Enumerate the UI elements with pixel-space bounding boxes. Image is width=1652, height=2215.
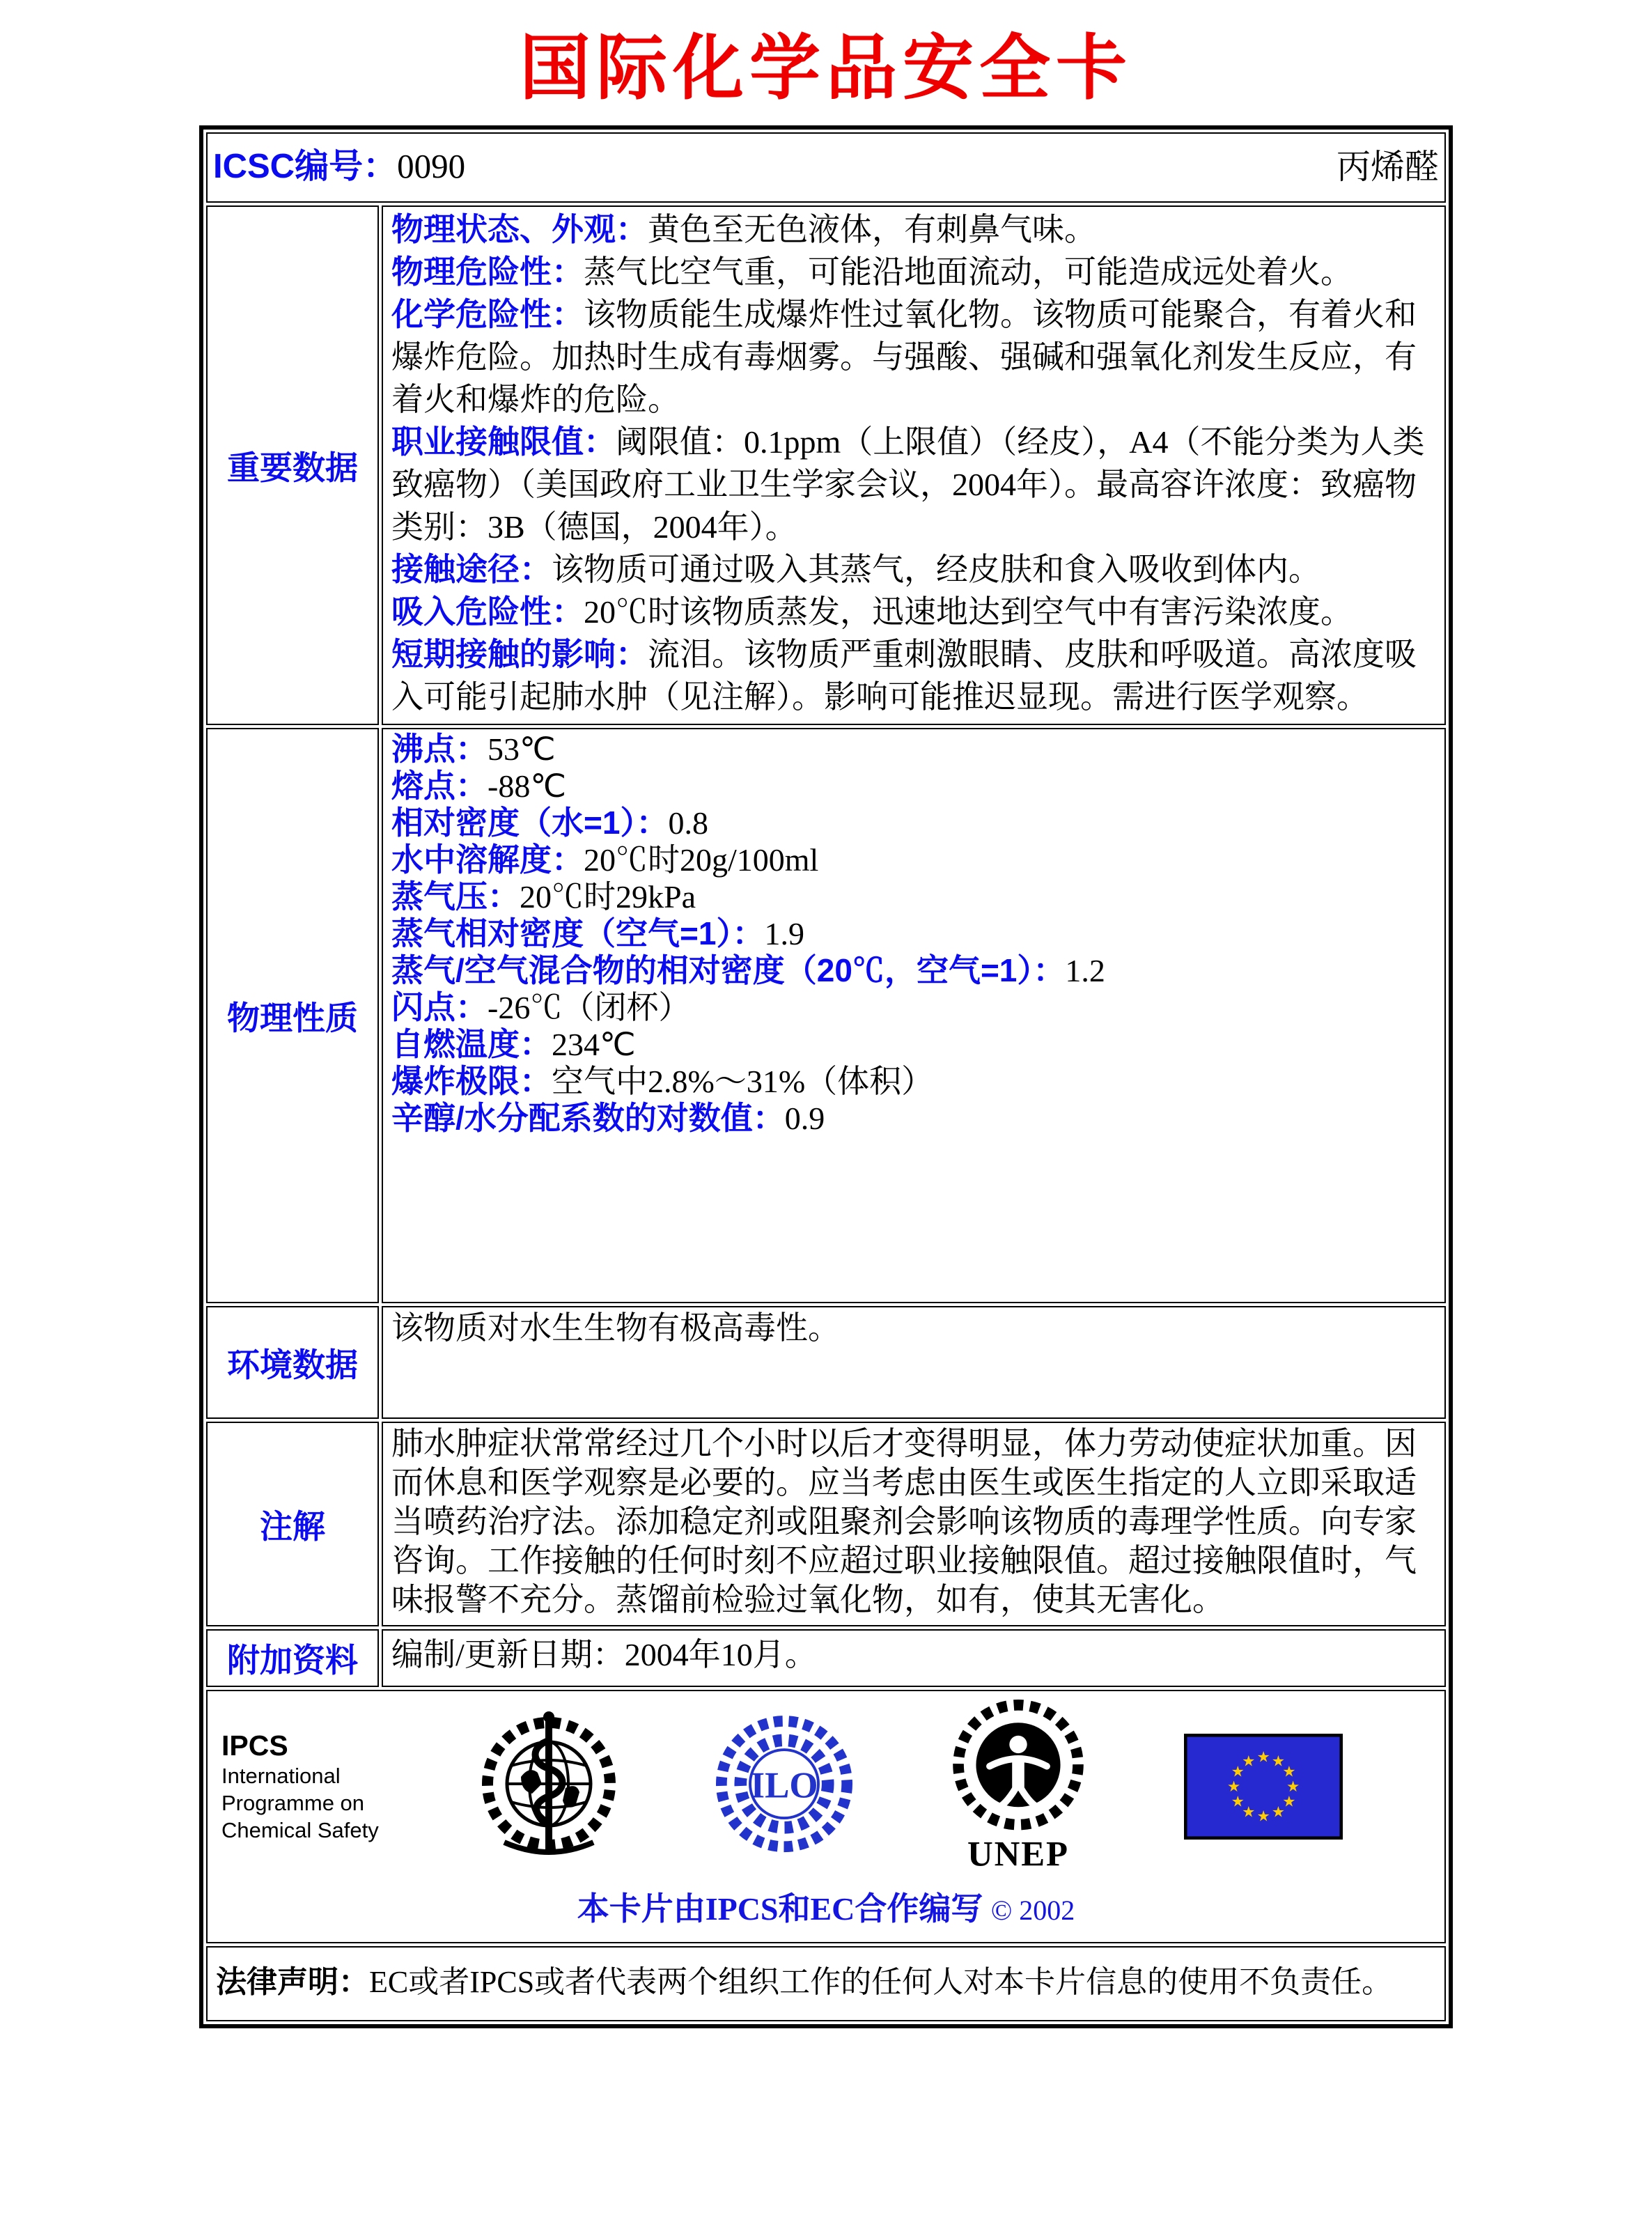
property-line — [391, 1100, 1436, 1137]
ipcs-text-block — [212, 1730, 430, 1844]
section-physical-properties — [206, 728, 1446, 1303]
field-label: 职业接触限值： — [391, 423, 616, 460]
property-label: 蒸气/空气混合物的相对密度（20℃，空气=1）： — [391, 952, 1066, 989]
property-line — [391, 768, 1436, 805]
legal-statement-text: EC或者IPCS或者代表两个组织工作的任何人对本卡片信息的使用不负责任。 — [369, 1965, 1393, 2000]
field-value: 阈限值：0.1ppm（上限值）（经皮），A4（不能分类为人类致癌物）（美国政府工业卫生学家会议，2004年）。最高容许浓度：致癌物类别：3B（德国，2004年）。 — [391, 424, 1425, 545]
field-label: 接触途径： — [391, 551, 552, 588]
ipcs-acronym: IPCS — [221, 1730, 288, 1762]
header-row — [206, 132, 1446, 203]
legal-statement-label: 法律声明： — [216, 1965, 369, 2000]
section-additional-information — [206, 1629, 1446, 1687]
icsc-number-label: ICSC编号： — [213, 148, 398, 186]
property-value: -26℃（闭杯） — [488, 990, 691, 1026]
section-label-additional-information: 附加资料 — [206, 1629, 379, 1687]
additional-information-text: 编制/更新日期：2004年10月。 — [391, 1637, 817, 1673]
ipcs-name-line: International — [221, 1764, 341, 1789]
eu-star: ★ — [1271, 1803, 1285, 1821]
property-label: 自燃温度： — [391, 1026, 552, 1063]
important-paragraph — [391, 293, 1436, 421]
property-line — [391, 1063, 1436, 1100]
eu-star: ★ — [1271, 1752, 1285, 1770]
physical-properties-list — [391, 731, 1436, 1296]
eu-star: ★ — [1282, 1763, 1296, 1780]
section-label-environmental-data: 环境数据 — [206, 1306, 379, 1419]
field-value: 黄色至无色液体，有刺鼻气味。 — [648, 212, 1096, 248]
property-value: 53℃ — [488, 731, 556, 768]
property-value: 1.9 — [764, 916, 804, 952]
property-value: 20℃时29kPa — [520, 879, 696, 915]
property-line — [391, 805, 1436, 841]
property-value: 234℃ — [552, 1027, 636, 1063]
section-label-important-data: 重要数据 — [206, 205, 379, 725]
field-value: 20℃时该物质蒸发，迅速地达到空气中有害污染浓度。 — [584, 594, 1353, 630]
eu-flag-icon — [1184, 1734, 1343, 1840]
property-line — [391, 915, 1436, 952]
section-environmental-data — [206, 1306, 1446, 1419]
property-value: 0.9 — [784, 1101, 825, 1137]
chemical-name: 丙烯醛 — [1336, 147, 1439, 186]
property-line — [391, 841, 1436, 878]
field-label: 化学危险性： — [391, 296, 584, 333]
property-line — [391, 731, 1436, 768]
logo-strip — [430, 1700, 1440, 1874]
important-paragraph — [391, 251, 1436, 293]
field-value: 蒸气比空气重，可能沿地面流动，可能造成远处着火。 — [584, 254, 1353, 290]
property-label: 沸点： — [391, 731, 488, 768]
field-value: 流泪。该物质严重刺激眼睛、皮肤和呼吸道。高浓度吸入可能引起肺水肿（见注解）。影响可能推迟显现。需进行医学观察。 — [391, 637, 1417, 715]
unep-wordmark: UNEP — [967, 1834, 1070, 1874]
legal-statement — [208, 1948, 1444, 2020]
unep-logo-icon — [950, 1700, 1086, 1874]
important-paragraph — [391, 548, 1436, 591]
logos-row — [206, 1690, 1446, 1943]
icsc-card-table — [199, 125, 1453, 2028]
property-label: 闪点： — [391, 989, 488, 1026]
property-label: 爆炸极限： — [391, 1063, 552, 1100]
property-line — [391, 989, 1436, 1026]
property-line — [391, 878, 1436, 915]
property-value: 20℃时20g/100ml — [584, 842, 819, 878]
property-value: 空气中2.8%～31%（体积） — [552, 1064, 934, 1100]
eu-star: ★ — [1256, 1808, 1270, 1825]
property-value: 1.2 — [1065, 953, 1105, 989]
copyright-text: © 2002 — [990, 1895, 1075, 1927]
field-label: 短期接触的影响： — [391, 636, 648, 673]
eu-star: ★ — [1256, 1748, 1270, 1766]
eu-star: ★ — [1282, 1793, 1296, 1810]
eu-star: ★ — [1286, 1778, 1300, 1796]
property-line — [391, 1026, 1436, 1063]
property-label: 熔点： — [391, 768, 488, 805]
section-label-notes: 注解 — [206, 1422, 379, 1626]
property-value: -88℃ — [488, 768, 566, 805]
ipcs-name-line: Programme on — [221, 1791, 365, 1816]
property-label: 蒸气压： — [391, 878, 520, 915]
ilo-monogram: ILO — [750, 1765, 818, 1806]
property-label: 水中溶解度： — [391, 841, 584, 878]
eu-star: ★ — [1231, 1793, 1245, 1810]
property-label: 相对密度（水=1）： — [391, 805, 669, 841]
eu-star: ★ — [1242, 1752, 1256, 1770]
field-label: 物理危险性： — [391, 254, 584, 290]
field-value: 该物质可通过吸入其蒸气，经皮肤和食入吸收到体内。 — [552, 552, 1320, 588]
ipcs-name-line: Chemical Safety — [221, 1818, 379, 1843]
eu-star: ★ — [1242, 1803, 1256, 1821]
environmental-data-text: 该物质对水生生物有极高毒性。 — [391, 1310, 840, 1346]
icsc-number-group — [213, 148, 465, 186]
important-paragraph — [391, 633, 1436, 718]
eu-star: ★ — [1226, 1778, 1240, 1796]
property-value: 0.8 — [668, 805, 708, 841]
credit-text: 本卡片由IPCS和EC合作编写 — [577, 1891, 983, 1927]
section-notes — [206, 1422, 1446, 1626]
legal-row — [206, 1946, 1446, 2021]
icsc-number-value: 0090 — [397, 147, 466, 186]
notes-text: 肺水肿症状常常经过几个小时以后才变得明显，体力劳动使症状加重。因而休息和医学观察是必要的。应当考虑由医生或医生指定的人立即采取适当喷药治疗法。添加稳定剂或阻聚剂会影响该物质的毒理学性质。向专家咨询。工作接触的任何时刻不应超过职业接触限值。超过接触限值时，气味报警不充分。蒸馏前检验过氧化物，如有，使其无害化。 — [391, 1426, 1417, 1618]
page-title: 国际化学品安全卡 — [520, 30, 1132, 109]
section-label-physical-properties: 物理性质 — [206, 728, 379, 1303]
ilo-logo-icon — [716, 1713, 852, 1860]
section-important-data — [206, 205, 1446, 725]
field-label: 物理状态、外观： — [391, 211, 648, 248]
important-paragraph — [391, 208, 1436, 251]
organization-logos-block — [208, 1691, 1444, 1942]
field-value: 该物质能生成爆炸性过氧化物。该物质可能聚合，有着火和爆炸危险。加热时生成有毒烟雾。与强酸、强碱和强氧化剂发生反应，有着火和爆炸的危险。 — [391, 297, 1417, 418]
important-paragraph — [391, 591, 1436, 633]
card-header — [208, 134, 1444, 201]
property-line — [391, 952, 1436, 989]
credit-line — [212, 1874, 1440, 1936]
property-label: 蒸气相对密度（空气=1）： — [391, 915, 765, 952]
who-logo-icon — [479, 1704, 618, 1869]
property-label: 辛醇/水分配系数的对数值： — [391, 1100, 785, 1137]
eu-star: ★ — [1231, 1763, 1245, 1780]
field-label: 吸入危险性： — [391, 593, 584, 630]
important-paragraph — [391, 421, 1436, 548]
